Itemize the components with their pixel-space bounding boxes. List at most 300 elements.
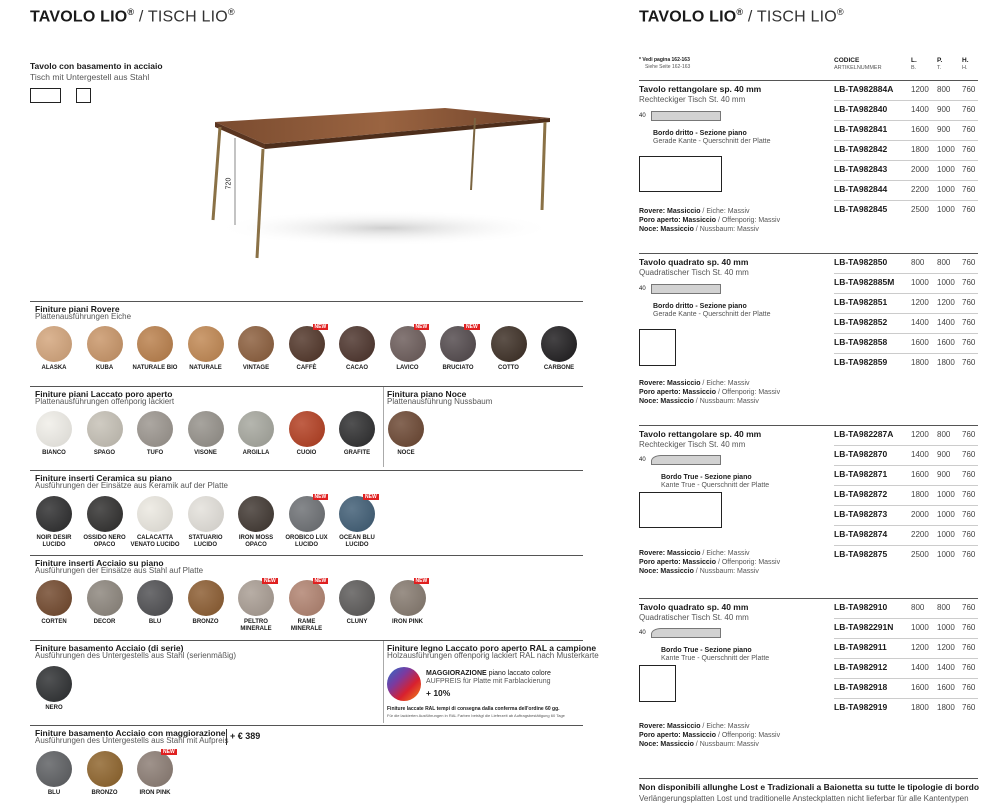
section-divider (30, 725, 583, 726)
intro-title: Tavolo con basamento in acciaio (30, 61, 163, 71)
sec2b-subtitle: Plattenausführung Nussbaum (387, 397, 493, 406)
finish-swatch (36, 496, 72, 532)
dim-length: 1200 (911, 85, 929, 94)
finish-swatch (87, 496, 123, 532)
row-divider (834, 100, 978, 101)
product-code: LB-TA982918 (834, 682, 888, 692)
finish-swatch (491, 326, 527, 362)
dim-depth: 1400 (937, 318, 955, 327)
finish-label: LAVICO (396, 365, 419, 371)
dim-depth: 1200 (937, 643, 955, 652)
dim-height: 760 (962, 623, 976, 632)
edge-section-icon (651, 455, 721, 465)
finish-swatch (238, 411, 274, 447)
sec3-title: Finiture inserti Ceramica su piano (35, 473, 172, 483)
finish-swatch (339, 411, 375, 447)
finish-label: CAFFÈ (296, 365, 317, 371)
finish-label: NATURALE (189, 365, 222, 371)
hdr-p: P. (937, 57, 943, 64)
finish-swatch (390, 326, 426, 362)
dim-depth: 900 (937, 105, 951, 114)
row-divider (834, 658, 978, 659)
hdr-h: H. (962, 57, 969, 64)
section-divider (30, 640, 583, 641)
ral-color-wheel-icon (386, 666, 422, 702)
material-line: Poro aperto: Massiccio / Offenporig: Massiv (639, 732, 781, 739)
row-divider (834, 273, 978, 274)
dim-length: 1400 (911, 450, 929, 459)
dim-height: 760 (962, 85, 976, 94)
edge-section-icon (651, 111, 721, 121)
dim-length: 1800 (911, 490, 929, 499)
dim-depth: 1000 (937, 145, 955, 154)
table-product-image (195, 100, 565, 260)
hdr-artikel: ARTIKELNUMMER (834, 65, 882, 71)
finish-label: ALASKA (41, 365, 67, 371)
hdr-hh: H. (962, 65, 968, 71)
dim-length: 1800 (911, 145, 929, 154)
dim-height: 760 (962, 338, 976, 347)
group-subtitle: Quadratischer Tisch St. 40 mm (639, 613, 749, 622)
edge-subtitle: Gerade Kante - Querschnitt der Platte (653, 311, 771, 318)
row-divider (834, 333, 978, 334)
product-code: LB-TA982873 (834, 509, 888, 519)
page-title-left: TAVOLO LIO® / TISCH LIO® (30, 7, 235, 26)
finish-swatch (137, 751, 173, 787)
thickness-label: 40 (639, 113, 646, 119)
dim-height: 760 (962, 105, 976, 114)
dim-length: 1000 (911, 623, 929, 632)
finish-label: IRON MOSS OPACO (238, 535, 274, 548)
sec5-subtitle: Ausführungen des Untergestells aus Stahl (serienmäßig) (35, 651, 236, 660)
hdr-t: T. (937, 65, 942, 71)
section-divider (30, 470, 583, 471)
new-badge: NEW (415, 324, 428, 330)
row-divider (834, 293, 978, 294)
dim-depth: 1600 (937, 338, 955, 347)
finish-swatch (36, 326, 72, 362)
rect-shape-icon (30, 88, 61, 103)
dim-depth: 800 (937, 258, 951, 267)
sec2b-title: Finitura piano Noce (387, 389, 467, 399)
dim-height: 760 (962, 358, 976, 367)
price-divider (226, 729, 227, 745)
finish-label: NOCE (397, 450, 415, 456)
dim-length: 1200 (911, 643, 929, 652)
sec5b-subtitle: Holzausführungen offenporig lackiert RAL nach Musterkarte (387, 651, 599, 660)
finish-swatch (289, 411, 325, 447)
dim-length: 2200 (911, 530, 929, 539)
hdr-codice: CODICE (834, 57, 860, 64)
row-divider (834, 678, 978, 679)
finish-swatch (188, 326, 224, 362)
product-code: LB-TA982841 (834, 124, 888, 134)
dim-depth: 1000 (937, 165, 955, 174)
finish-label: BIANCO (42, 450, 66, 456)
group-subtitle: Quadratischer Tisch St. 40 mm (639, 268, 749, 277)
dim-length: 800 (911, 258, 925, 267)
dim-length: 1600 (911, 683, 929, 692)
row-divider (834, 140, 978, 141)
product-code: LB-TA982842 (834, 144, 888, 154)
finish-swatch (339, 496, 375, 532)
dim-height: 760 (962, 450, 976, 459)
product-code: LB-TA982291N (834, 622, 894, 632)
dim-depth: 800 (937, 430, 951, 439)
product-code: LB-TA982840 (834, 104, 888, 114)
dim-height: 760 (962, 165, 976, 174)
finish-label: IRON PINK (139, 790, 171, 796)
dim-height: 760 (962, 185, 976, 194)
dim-depth: 1800 (937, 703, 955, 712)
product-code: LB-TA982871 (834, 469, 888, 479)
material-line: Poro aperto: Massiccio / Offenporig: Massiv (639, 389, 781, 396)
dim-height: 760 (962, 145, 976, 154)
rect-table-shape (639, 492, 722, 528)
dim-length: 1200 (911, 298, 929, 307)
new-badge: NEW (365, 494, 377, 500)
new-badge: NEW (415, 578, 428, 584)
finish-label: PELTRO MINERALE (240, 619, 272, 632)
row-divider (834, 160, 978, 161)
dim-depth: 1000 (937, 530, 955, 539)
dim-depth: 900 (937, 470, 951, 479)
maggiorazione-text: MAGGIORAZIONE piano laccato colore (426, 670, 551, 677)
finish-swatch (289, 496, 325, 532)
sec1-subtitle: Plattenausführungen Eiche (35, 312, 132, 321)
dim-length: 1800 (911, 703, 929, 712)
new-badge: NEW (314, 494, 327, 500)
dim-depth: 900 (937, 125, 951, 134)
finish-label: OROBICO LUX LUCIDO (285, 535, 328, 548)
dim-length: 2000 (911, 165, 929, 174)
dim-length: 1200 (911, 430, 929, 439)
finish-label: NERO (45, 705, 63, 711)
product-code: LB-TA982851 (834, 297, 888, 307)
new-badge: NEW (163, 749, 175, 755)
finish-swatch (188, 580, 224, 616)
maggiorazione-percent: + 10% (426, 688, 451, 698)
product-code: LB-TA982919 (834, 702, 888, 712)
dim-height: 760 (962, 278, 976, 287)
row-divider (834, 445, 978, 446)
new-badge: NEW (314, 324, 327, 330)
dim-depth: 1000 (937, 278, 955, 287)
row-divider (834, 180, 978, 181)
product-code: LB-TA982870 (834, 449, 888, 459)
finish-label: VISONE (194, 450, 217, 456)
product-code: LB-TA982874 (834, 529, 888, 539)
section-divider (30, 301, 583, 302)
sec3-subtitle: Ausführungen der Einsätze aus Keramik auf der Platte (35, 481, 228, 490)
footer-divider (639, 778, 978, 779)
product-code: LB-TA982850 (834, 257, 888, 267)
finish-swatch (390, 580, 426, 616)
finish-swatch (289, 580, 325, 616)
finish-swatch (339, 580, 375, 616)
finish-label: KUBA (95, 365, 114, 371)
height-dimension-label: 720 (225, 177, 233, 190)
finish-swatch (137, 326, 173, 362)
sec4-subtitle: Ausführungen der Einsätze aus Stahl auf Platte (35, 566, 204, 575)
row-divider (834, 465, 978, 466)
group-divider (639, 80, 978, 81)
finish-label: ARGILLA (242, 450, 270, 456)
finish-label: STATUARIO LUCIDO (188, 535, 223, 548)
material-line: Noce: Massiccio / Nussbaum: Massiv (639, 398, 759, 405)
group-divider (639, 425, 978, 426)
finish-label: CUOIO (296, 450, 317, 456)
finish-swatch (339, 326, 375, 362)
hdr-b: B. (911, 65, 917, 71)
dim-height: 760 (962, 470, 976, 479)
finish-label: NOIR DESIR LUCIDO (36, 535, 72, 548)
finish-label: CARBONE (543, 365, 575, 371)
finish-swatch (440, 326, 476, 362)
page-title-right: TAVOLO LIO® / TISCH LIO® (639, 7, 844, 26)
finish-swatch (87, 751, 123, 787)
group-title: Tavolo quadrato sp. 40 mm (639, 257, 749, 267)
finish-swatch (188, 496, 224, 532)
finish-label: SPAGO (93, 450, 116, 456)
finish-swatch (87, 580, 123, 616)
dim-depth: 1000 (937, 205, 955, 214)
material-line: Rovere: Massiccio / Eiche: Massiv (639, 380, 750, 387)
finish-label: GRAFITE (343, 450, 371, 456)
finish-swatch (87, 326, 123, 362)
sec4-title: Finiture inserti Acciaio su piano (35, 558, 164, 568)
product-code: LB-TA982844 (834, 184, 888, 194)
dim-height: 760 (962, 683, 976, 692)
dim-length: 1400 (911, 318, 929, 327)
dim-height: 760 (962, 318, 976, 327)
finish-swatch (137, 580, 173, 616)
maggiorazione-de: AUFPREIS für Platte mit Farblackierung (426, 678, 551, 685)
row-divider (834, 120, 978, 121)
row-divider (834, 525, 978, 526)
finish-swatch (36, 666, 72, 702)
finish-label: NATURALE BIO (132, 365, 178, 371)
dim-height: 760 (962, 510, 976, 519)
dim-length: 2500 (911, 550, 929, 559)
sec6-title: Finiture basamento Acciaio con maggiorazione (35, 728, 226, 738)
dim-height: 760 (962, 205, 976, 214)
finish-label: CACAO (346, 365, 368, 371)
dim-depth: 1000 (937, 550, 955, 559)
edge-section-icon (651, 628, 721, 638)
ral-note-it: Finiture laccate RAL tempi di consegna dalla conferma dell'ordine 60 gg. (387, 706, 560, 712)
finish-label: BRUCIATO (442, 365, 474, 371)
material-line: Rovere: Massiccio / Eiche: Massiv (639, 723, 750, 730)
new-badge: NEW (314, 578, 327, 584)
finish-swatch (36, 751, 72, 787)
new-badge: NEW (264, 578, 276, 584)
finish-swatch (388, 411, 424, 447)
product-code: LB-TA982875 (834, 549, 888, 559)
thickness-label: 40 (639, 457, 646, 463)
group-title: Tavolo rettangolare sp. 40 mm (639, 429, 762, 439)
dim-height: 760 (962, 125, 976, 134)
dim-height: 760 (962, 298, 976, 307)
finish-swatch (137, 496, 173, 532)
dim-length: 1600 (911, 125, 929, 134)
square-shape-icon (76, 88, 91, 103)
dim-depth: 800 (937, 603, 951, 612)
material-line: Poro aperto: Massiccio / Offenporig: Massiv (639, 559, 781, 566)
finish-swatch (188, 411, 224, 447)
row-divider (834, 618, 978, 619)
material-line: Rovere: Massiccio / Eiche: Massiv (639, 208, 750, 215)
product-code: LB-TA982884A (834, 84, 894, 94)
section-divider (30, 555, 583, 556)
dim-height: 760 (962, 550, 976, 559)
finish-swatch (87, 411, 123, 447)
group-title: Tavolo rettangolare sp. 40 mm (639, 84, 762, 94)
finish-label: TUFO (146, 450, 164, 456)
row-divider (834, 698, 978, 699)
row-divider (834, 200, 978, 201)
dim-height: 760 (962, 703, 976, 712)
material-line: Poro aperto: Massiccio / Offenporig: Massiv (639, 217, 781, 224)
dim-height: 760 (962, 530, 976, 539)
hdr-l: L. (911, 57, 917, 64)
edge-title: Bordo dritto - Sezione piano (653, 303, 747, 310)
thickness-label: 40 (639, 286, 646, 292)
finish-label: COTTO (498, 365, 519, 371)
group-title: Tavolo quadrato sp. 40 mm (639, 602, 749, 612)
dim-depth: 1000 (937, 510, 955, 519)
product-code: LB-TA982859 (834, 357, 888, 367)
material-line: Noce: Massiccio / Nussbaum: Massiv (639, 568, 759, 575)
vertical-divider (383, 641, 384, 723)
finish-label: BLU (47, 790, 61, 796)
edge-section-icon (651, 284, 721, 294)
row-divider (834, 353, 978, 354)
row-divider (834, 313, 978, 314)
edge-title: Bordo dritto - Sezione piano (653, 130, 747, 137)
dim-depth: 800 (937, 85, 951, 94)
product-code: LB-TA982287A (834, 429, 894, 439)
product-code: LB-TA982912 (834, 662, 888, 672)
row-divider (834, 638, 978, 639)
product-code: LB-TA982910 (834, 602, 888, 612)
see-page-de: Siehe Seite 162-163 (645, 64, 691, 70)
finish-swatch (137, 411, 173, 447)
square-table-shape (639, 329, 676, 366)
dim-height: 760 (962, 258, 976, 267)
rect-table-shape (639, 156, 722, 192)
dim-depth: 1000 (937, 623, 955, 632)
product-code: LB-TA982843 (834, 164, 888, 174)
dim-length: 2000 (911, 510, 929, 519)
sec6-subtitle: Ausführungen des Untergestells aus Stahl mit Aufpreis (35, 736, 229, 745)
group-subtitle: Rechteckiger Tisch St. 40 mm (639, 440, 746, 449)
dim-length: 2500 (911, 205, 929, 214)
dim-height: 760 (962, 663, 976, 672)
material-line: Noce: Massiccio / Nussbaum: Massiv (639, 226, 759, 233)
dim-height: 760 (962, 430, 976, 439)
see-page-it: * Vedi pagina 162-163 (639, 57, 690, 63)
row-divider (834, 545, 978, 546)
finish-label: BLU (148, 619, 162, 625)
edge-title: Bordo True - Sezione piano (661, 474, 752, 481)
edge-subtitle: Kante True - Querschnitt der Platte (661, 482, 770, 489)
dim-depth: 1800 (937, 358, 955, 367)
finish-label: OSSIDO NERO OPACO (83, 535, 126, 548)
thickness-label: 40 (639, 630, 646, 636)
dim-depth: 1200 (937, 298, 955, 307)
dim-height: 760 (962, 643, 976, 652)
sec6-price: + € 389 (230, 731, 261, 741)
sec1-title: Finiture piani Rovere (35, 304, 120, 314)
new-badge: NEW (466, 324, 478, 330)
finish-swatch (36, 580, 72, 616)
dim-length: 1600 (911, 338, 929, 347)
square-table-shape (639, 665, 676, 702)
finish-swatch (541, 326, 577, 362)
finish-swatch (289, 326, 325, 362)
dim-height: 760 (962, 603, 976, 612)
group-divider (639, 598, 978, 599)
dim-depth: 1000 (937, 490, 955, 499)
product-code: LB-TA982872 (834, 489, 888, 499)
product-code: LB-TA982885M (834, 277, 895, 287)
dim-depth: 1000 (937, 185, 955, 194)
dim-length: 1000 (911, 278, 929, 287)
finish-label: BRONZO (91, 790, 118, 796)
product-code: LB-TA982911 (834, 642, 887, 652)
material-line: Noce: Massiccio / Nussbaum: Massiv (639, 741, 759, 748)
finish-swatch (36, 411, 72, 447)
dim-height: 760 (962, 490, 976, 499)
intro-subtitle: Tisch mit Untergestell aus Stahl (30, 72, 150, 82)
finish-label: CALACATTA VENATO LUCIDO (130, 535, 180, 548)
dim-length: 1400 (911, 663, 929, 672)
finish-swatch (238, 580, 274, 616)
dim-length: 1600 (911, 470, 929, 479)
sec5b-title: Finiture legno Laccato poro aperto RAL a campione (387, 643, 597, 653)
finish-swatch (238, 326, 274, 362)
edge-title: Bordo True - Sezione piano (661, 647, 752, 654)
finish-label: IRON PINK (391, 619, 423, 625)
material-line: Rovere: Massiccio / Eiche: Massiv (639, 550, 750, 557)
finish-label: RAME MINERALE (290, 619, 323, 632)
finish-swatch (238, 496, 274, 532)
group-subtitle: Rechteckiger Tisch St. 40 mm (639, 95, 746, 104)
finish-label: CORTEN (41, 619, 67, 625)
dim-depth: 1400 (937, 663, 955, 672)
sec2-title: Finiture piani Laccato poro aperto (35, 389, 173, 399)
row-divider (834, 505, 978, 506)
dim-length: 1400 (911, 105, 929, 114)
group-divider (639, 253, 978, 254)
finish-label: DECOR (93, 619, 116, 625)
dim-length: 2200 (911, 185, 929, 194)
sec2-subtitle: Plattenausführungen offenporig lackiert (35, 397, 175, 406)
dim-length: 1800 (911, 358, 929, 367)
product-code: LB-TA982852 (834, 317, 888, 327)
footer-it: Non disponibili allunghe Lost e Tradizionali a Baionetta su tutte le tipologie di bordo (639, 782, 980, 792)
section-divider (30, 386, 583, 387)
sec5-title: Finiture basamento Acciaio (di serie) (35, 643, 184, 653)
product-code: LB-TA982845 (834, 204, 888, 214)
edge-subtitle: Kante True - Querschnitt der Platte (661, 655, 770, 662)
finish-label: VINTAGE (242, 365, 270, 371)
edge-subtitle: Gerade Kante - Querschnitt der Platte (653, 138, 771, 145)
dim-depth: 900 (937, 450, 951, 459)
ral-note-de: Für die lackierten Ausführungen in RAL Farben beträgt die Lieferzeit ab Auftragsbestätigung 60 Tage (387, 713, 565, 718)
dim-length: 800 (911, 603, 925, 612)
